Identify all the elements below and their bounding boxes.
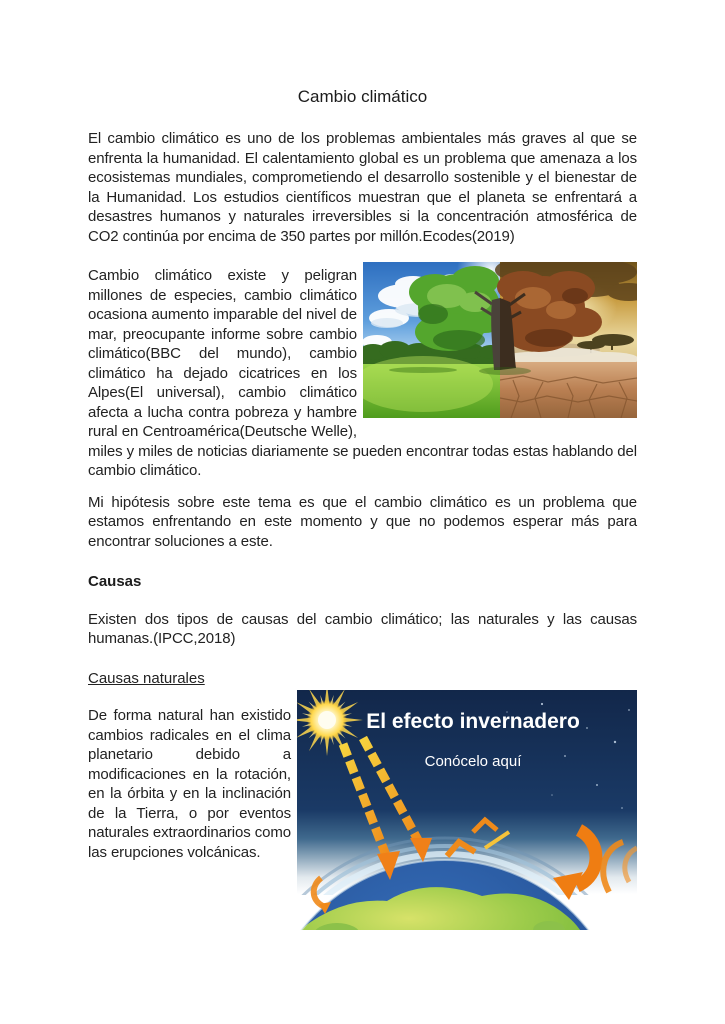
greenhouse-effect-image	[297, 690, 637, 930]
natural-causes-heading: Causas naturales	[88, 669, 205, 687]
causes-intro-paragraph: Existen dos tipos de causas del cambio climático; las naturales y las causas humanas.(IPCC,2018)	[88, 610, 637, 647]
greenhouse-title: El efecto invernadero	[366, 710, 580, 733]
causes-heading: Causas	[88, 573, 142, 590]
climate-comparison-image	[363, 262, 637, 418]
hypothesis-paragraph: Mi hipótesis sobre este tema es que el cambio climático es un problema que estamos enfrentando en este momento y que no podemos esperar más para encontrar soluciones a este.	[88, 493, 637, 550]
greenhouse-subtitle: Conócelo aquí	[424, 753, 522, 770]
page-title: Cambio climático	[297, 87, 428, 106]
news-paragraph: Cambio climático existe y peligran millones de especies, cambio climático ocasiona aumento imparable del nivel de mar, preocupante informe sobre cambio climático(BBC del mundo), cambio climático ha dejado cicatrices en los Alpes(El universal), cambio climático afecta a lucha contra pobreza y hambre rural en Centroamérica(Deutsche Welle), miles y miles de noticias diariamente se pueden encontrar todas estas hablando del cambio climático.	[88, 267, 637, 479]
intro-paragraph: El cambio climático es uno de los problemas ambientales más graves al que se enfrenta la humanidad. El calentamiento global es un problema que amenaza a los ecosistemas mundiales, comprometiendo el desarrollo sostenible y el bienestar de la Humanidad. Los estudios científicos muestran que el planeta se enfrentará a desastres humanos y naturales irreversibles si la concentración atmosférica de CO2 continúa por encima de 350 partes por millón.Ecodes(2019)	[88, 130, 637, 245]
natural-causes-paragraph: De forma natural han existido cambios radicales en el clima planetario debido a modificaciones en la rotación, en la órbita y en la inclinación de la Tierra, o por eventos naturales extraordinarios como las erupciones volcánicas.	[88, 707, 291, 861]
